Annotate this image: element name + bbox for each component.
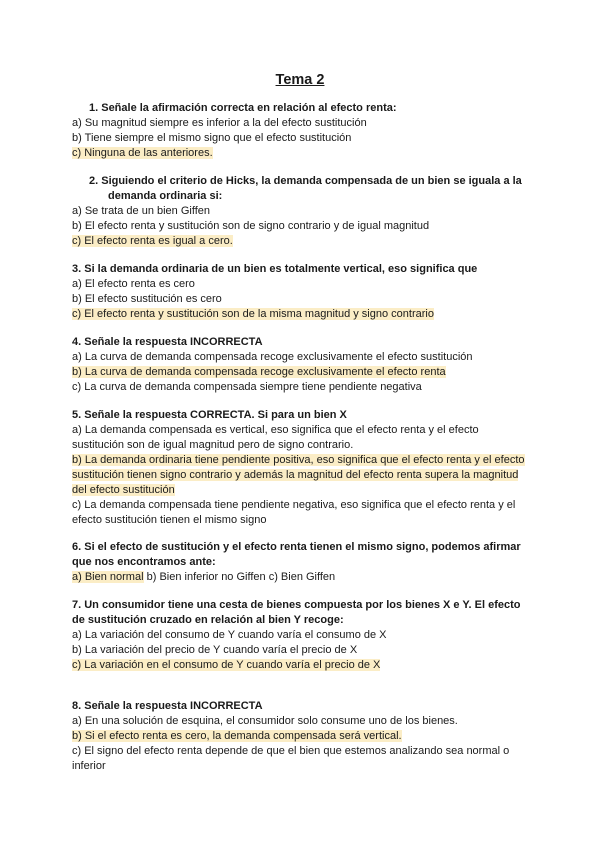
option-c-answer: c) La variación en el consumo de Y cuando varía el precio de X: [72, 659, 381, 671]
option-a: a) La demanda compensada es vertical, eso significa que el efecto renta y el efecto sustitución son de igual magnitud pero de signo contrario.: [72, 424, 479, 451]
option-a: a) La variación del consumo de Y cuando varía el consumo de X: [72, 629, 387, 641]
question-2: [72, 174, 528, 249]
option-b-answer: b) La demanda ordinaria tiene pendiente positiva, eso significa que el efecto renta y el efecto sustitución tienen signo contrario y además la magnitud del efecto renta supera la magnitud del efecto sustitución: [72, 454, 525, 496]
option-c: c) Bien Giffen: [265, 571, 336, 583]
question-heading: 6. Si el efecto de sustitución y el efecto renta tienen el mismo signo, podemos afirmar que nos encontramos ante:: [72, 541, 521, 568]
option-b-answer: b) Si el efecto renta es cero, la demanda compensada será vertical.: [72, 730, 402, 742]
option-a: a) El efecto renta es cero: [72, 278, 195, 290]
question-heading: 7. Un consumidor tiene una cesta de bienes compuesta por los bienes X e Y. El efecto de sustitución cruzado en relación al bien Y recoge:: [72, 599, 521, 626]
option-a: a) En una solución de esquina, el consumidor solo consume uno de los bienes.: [72, 715, 458, 727]
option-b: b) Tiene siempre el mismo signo que el efecto sustitución: [72, 132, 352, 144]
question-heading: 8. Señale la respuesta INCORRECTA: [72, 700, 263, 712]
option-b: b) La variación del precio de Y cuando varía el precio de X: [72, 644, 358, 656]
option-b-answer: b) La curva de demanda compensada recoge exclusivamente el efecto renta: [72, 366, 446, 378]
page-title: Tema 2: [275, 72, 325, 88]
question-8: [72, 699, 528, 774]
option-c: c) El signo del efecto renta depende de que el bien que estemos analizando sea normal o inferior: [72, 745, 510, 772]
option-c: c) La demanda compensada tiene pendiente negativa, eso significa que el efecto renta y el efecto sustitución tienen el mismo signo: [72, 499, 516, 526]
question-1: [72, 101, 528, 161]
option-b: b) El efecto sustitución es cero: [72, 293, 222, 305]
option-c: c) La curva de demanda compensada siempre tiene pendiente negativa: [72, 381, 422, 393]
option-b: b) El efecto renta y sustitución son de signo contrario y de igual magnitud: [72, 220, 430, 232]
question-heading: 3. Si la demanda ordinaria de un bien es totalmente vertical, eso significa que: [72, 263, 478, 275]
option-a: a) Su magnitud siempre es inferior a la del efecto sustitución: [72, 117, 367, 129]
option-c-answer: c) El efecto renta es igual a cero.: [72, 235, 233, 247]
question-heading: 4. Señale la respuesta INCORRECTA: [72, 336, 263, 348]
inline-options: [72, 570, 528, 585]
option-a: a) Se trata de un bien Giffen: [72, 205, 210, 217]
question-3: [72, 262, 528, 322]
option-b: b) Bien inferior no Giffen: [143, 571, 266, 583]
question-5: [72, 408, 528, 528]
question-7: [72, 598, 528, 673]
option-a-answer: a) Bien normal: [72, 571, 144, 583]
option-c-answer: c) El efecto renta y sustitución son de la misma magnitud y signo contrario: [72, 308, 434, 320]
question-heading: 2. Siguiendo el criterio de Hicks, la demanda compensada de un bien se iguala a la demanda ordinaria si:: [89, 175, 522, 202]
question-6: [72, 540, 528, 585]
option-a: a) La curva de demanda compensada recoge exclusivamente el efecto sustitución: [72, 351, 473, 363]
question-4: [72, 335, 528, 395]
question-heading: 5. Señale la respuesta CORRECTA. Si para un bien X: [72, 409, 347, 421]
question-heading: 1. Señale la afirmación correcta en relación al efecto renta:: [89, 102, 397, 114]
option-c-answer: c) Ninguna de las anteriores.: [72, 147, 213, 159]
